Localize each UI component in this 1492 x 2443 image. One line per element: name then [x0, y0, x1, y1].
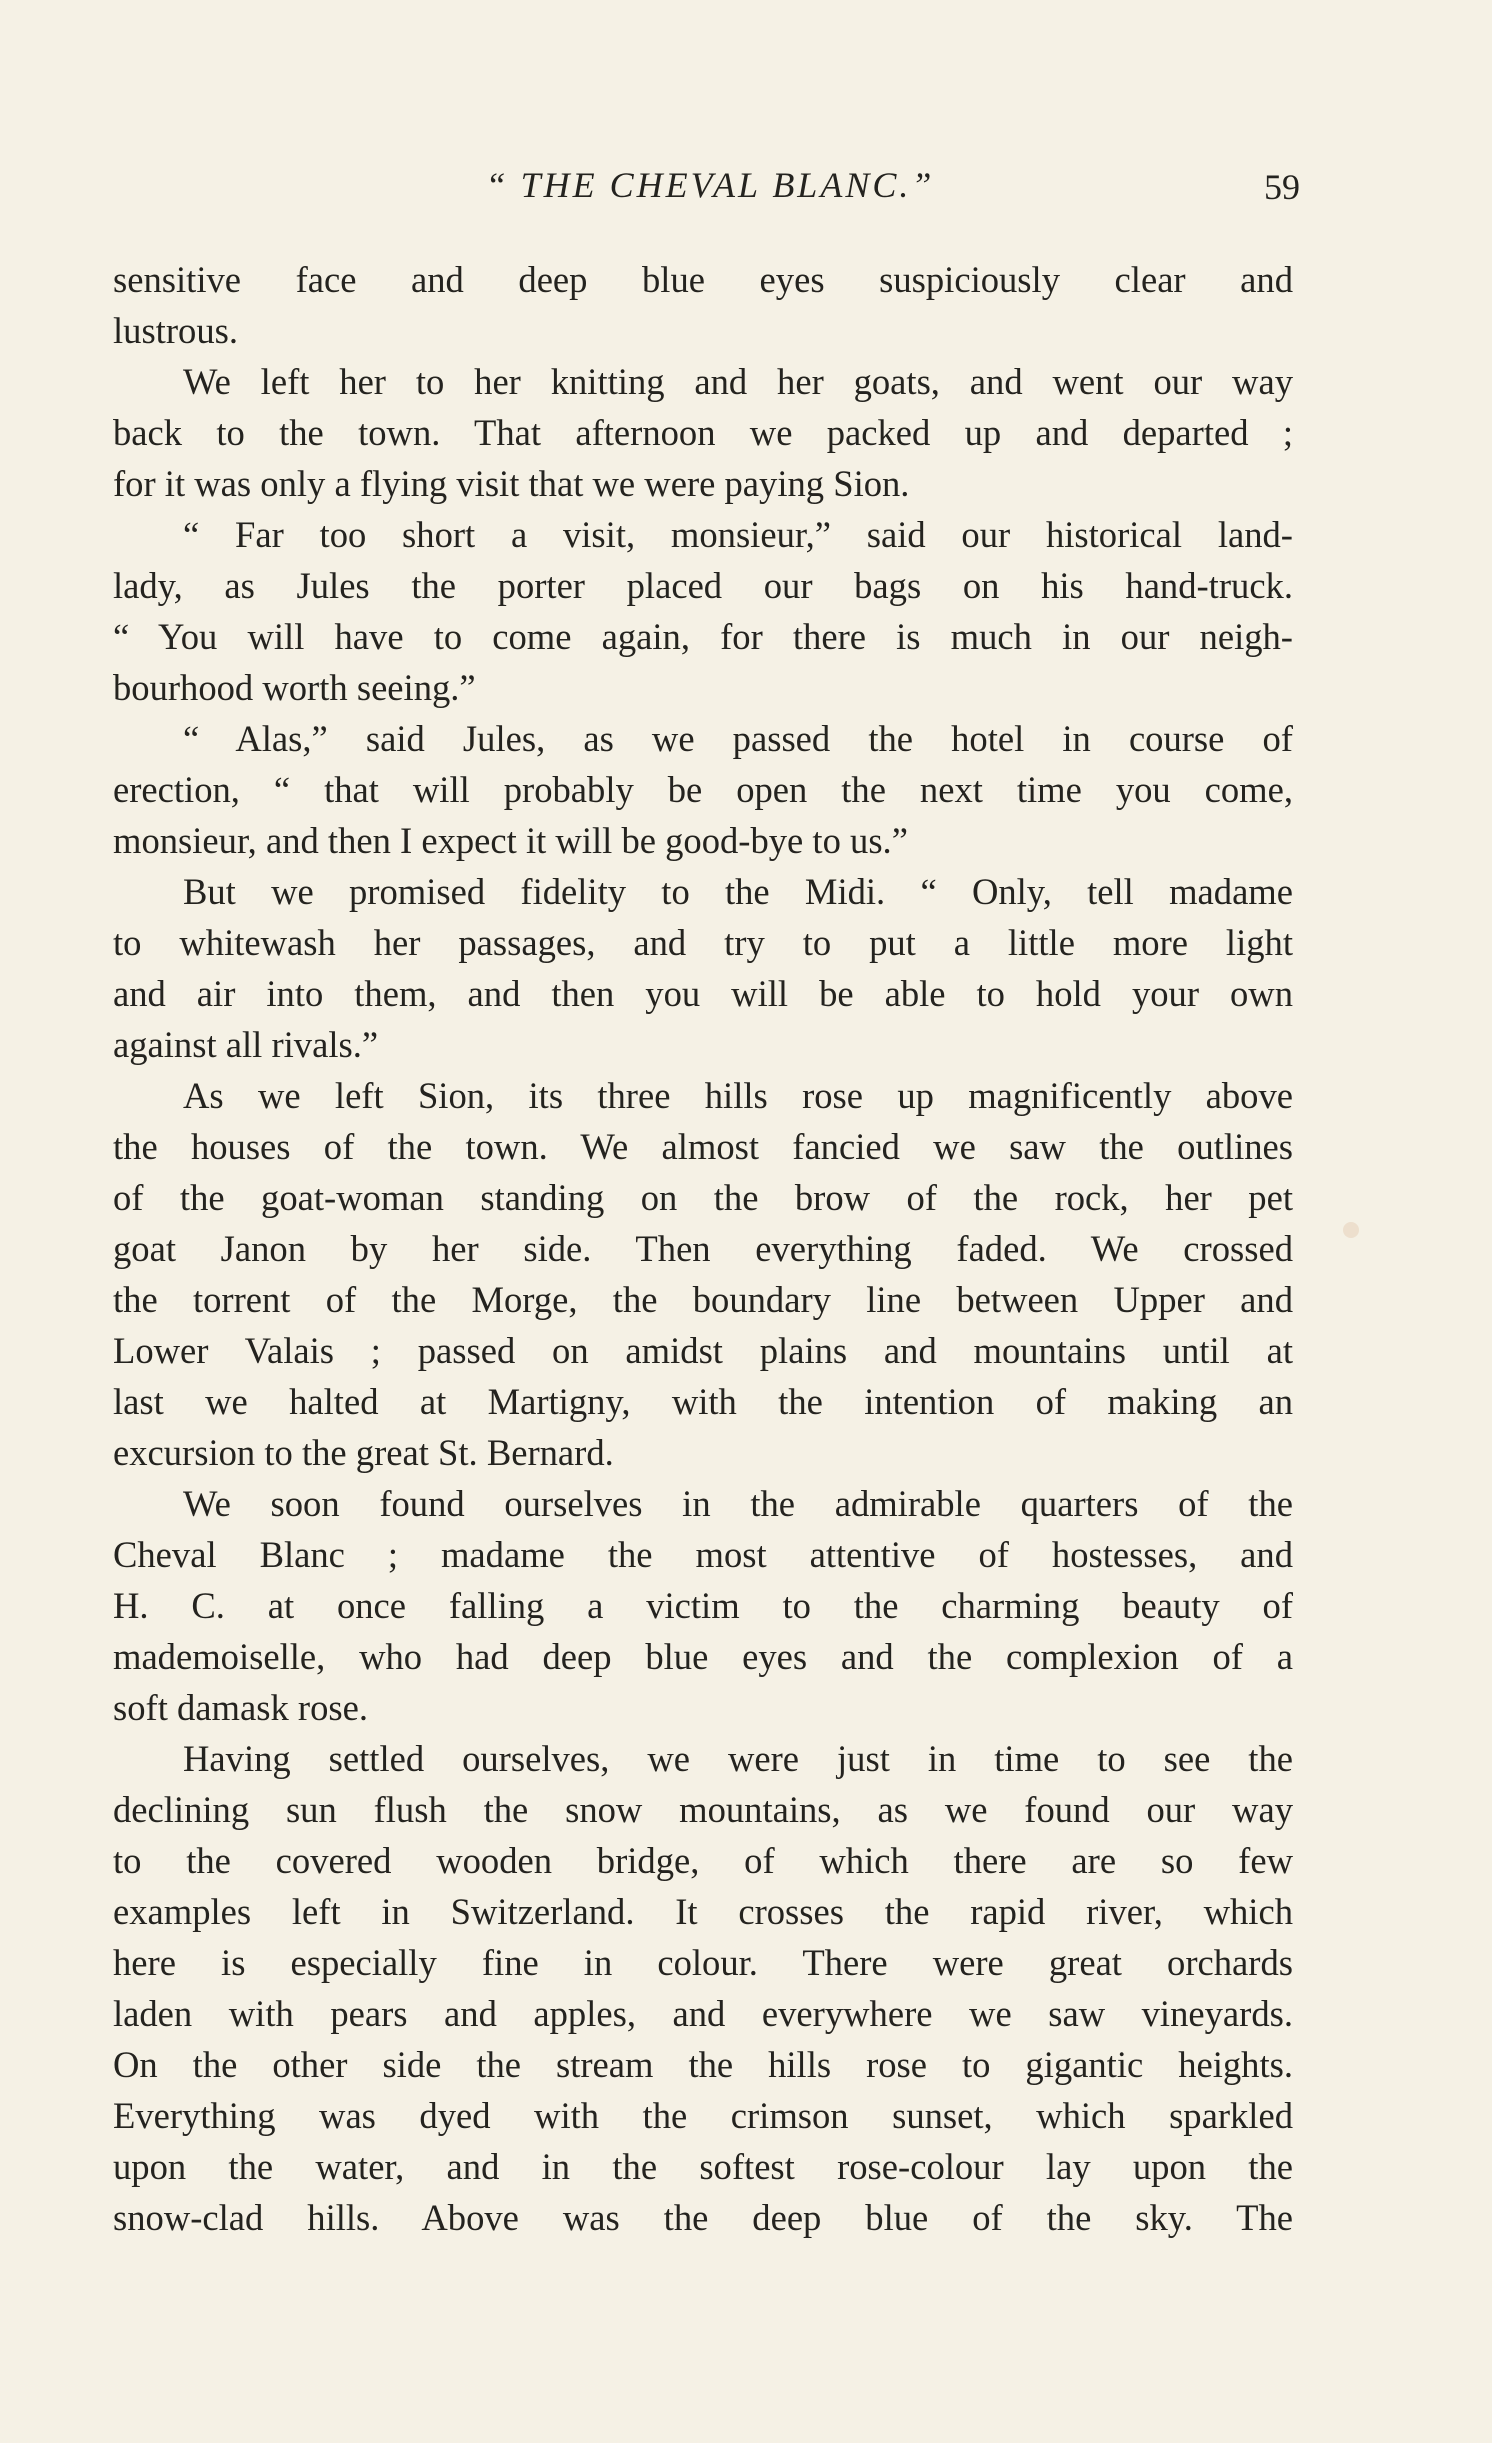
- text-line: Cheval Blanc ; madame the most attentive of hostesses, and: [113, 1534, 1293, 1575]
- text-line: “ Far too short a visit, monsieur,” said our historical land-: [183, 514, 1293, 555]
- text-line: last we halted at Martigny, with the intention of making an: [113, 1381, 1293, 1422]
- body-text: [113, 254, 1293, 2243]
- text-line: We soon found ourselves in the admirable quarters of the: [183, 1483, 1293, 1524]
- paper-stain: [1343, 1222, 1359, 1238]
- text-line: erection, “ that will probably be open the next time you come,: [113, 769, 1293, 810]
- text-line: excursion to the great St. Bernard.: [113, 1432, 614, 1473]
- text-line: examples left in Switzerland. It crosses the rapid river, which: [113, 1891, 1293, 1932]
- text-line: the houses of the town. We almost fancied we saw the outlines: [113, 1126, 1293, 1167]
- text-line: of the goat-woman standing on the brow of the rock, her pet: [113, 1177, 1293, 1218]
- text-line: lady, as Jules the porter placed our bags on his hand-truck.: [113, 565, 1293, 606]
- text-line: Everything was dyed with the crimson sunset, which sparkled: [113, 2095, 1293, 2136]
- text-line: back to the town. That afternoon we packed up and departed ;: [113, 412, 1293, 453]
- page-number: 59: [1264, 167, 1300, 207]
- text-line: monsieur, and then I expect it will be good-bye to us.”: [113, 820, 908, 861]
- text-line: We left her to her knitting and her goats, and went our way: [183, 361, 1293, 402]
- text-line: and air into them, and then you will be able to hold your own: [113, 973, 1293, 1014]
- text-line: Lower Valais ; passed on amidst plains and mountains until at: [113, 1330, 1293, 1371]
- text-line: But we promised fidelity to the Midi. “ Only, tell madame: [183, 871, 1293, 912]
- text-line: lustrous.: [113, 310, 238, 351]
- text-line: the torrent of the Morge, the boundary line between Upper and: [113, 1279, 1293, 1320]
- text-line: here is especially fine in colour. There were great orchards: [113, 1942, 1293, 1983]
- text-line: declining sun flush the snow mountains, as we found our way: [113, 1789, 1293, 1830]
- text-line: against all rivals.”: [113, 1024, 379, 1065]
- running-head: “ THE CHEVAL BLANC.”: [485, 165, 935, 205]
- text-line: laden with pears and apples, and everywhere we saw vineyards.: [113, 1993, 1293, 2034]
- text-line: sensitive face and deep blue eyes suspiciously clear and: [113, 259, 1293, 300]
- text-line: to whitewash her passages, and try to put a little more light: [113, 922, 1293, 963]
- text-line: As we left Sion, its three hills rose up magnificently above: [183, 1075, 1293, 1116]
- text-line: bourhood worth seeing.”: [113, 667, 476, 708]
- text-line: soft damask rose.: [113, 1687, 368, 1728]
- text-line: for it was only a flying visit that we were paying Sion.: [113, 463, 910, 504]
- text-line: H. C. at once falling a victim to the charming beauty of: [113, 1585, 1293, 1626]
- text-line: “ Alas,” said Jules, as we passed the hotel in course of: [183, 718, 1293, 759]
- text-line: to the covered wooden bridge, of which there are so few: [113, 1840, 1293, 1881]
- text-line: On the other side the stream the hills rose to gigantic heights.: [113, 2044, 1293, 2085]
- text-line: Having settled ourselves, we were just in time to see the: [183, 1738, 1293, 1779]
- text-line: “ You will have to come again, for there is much in our neigh-: [113, 616, 1293, 657]
- text-line: goat Janon by her side. Then everything faded. We crossed: [113, 1228, 1293, 1269]
- text-line: mademoiselle, who had deep blue eyes and the complexion of a: [113, 1636, 1293, 1677]
- text-line: snow-clad hills. Above was the deep blue of the sky. The: [113, 2197, 1293, 2238]
- text-line: upon the water, and in the softest rose-colour lay upon the: [113, 2146, 1293, 2187]
